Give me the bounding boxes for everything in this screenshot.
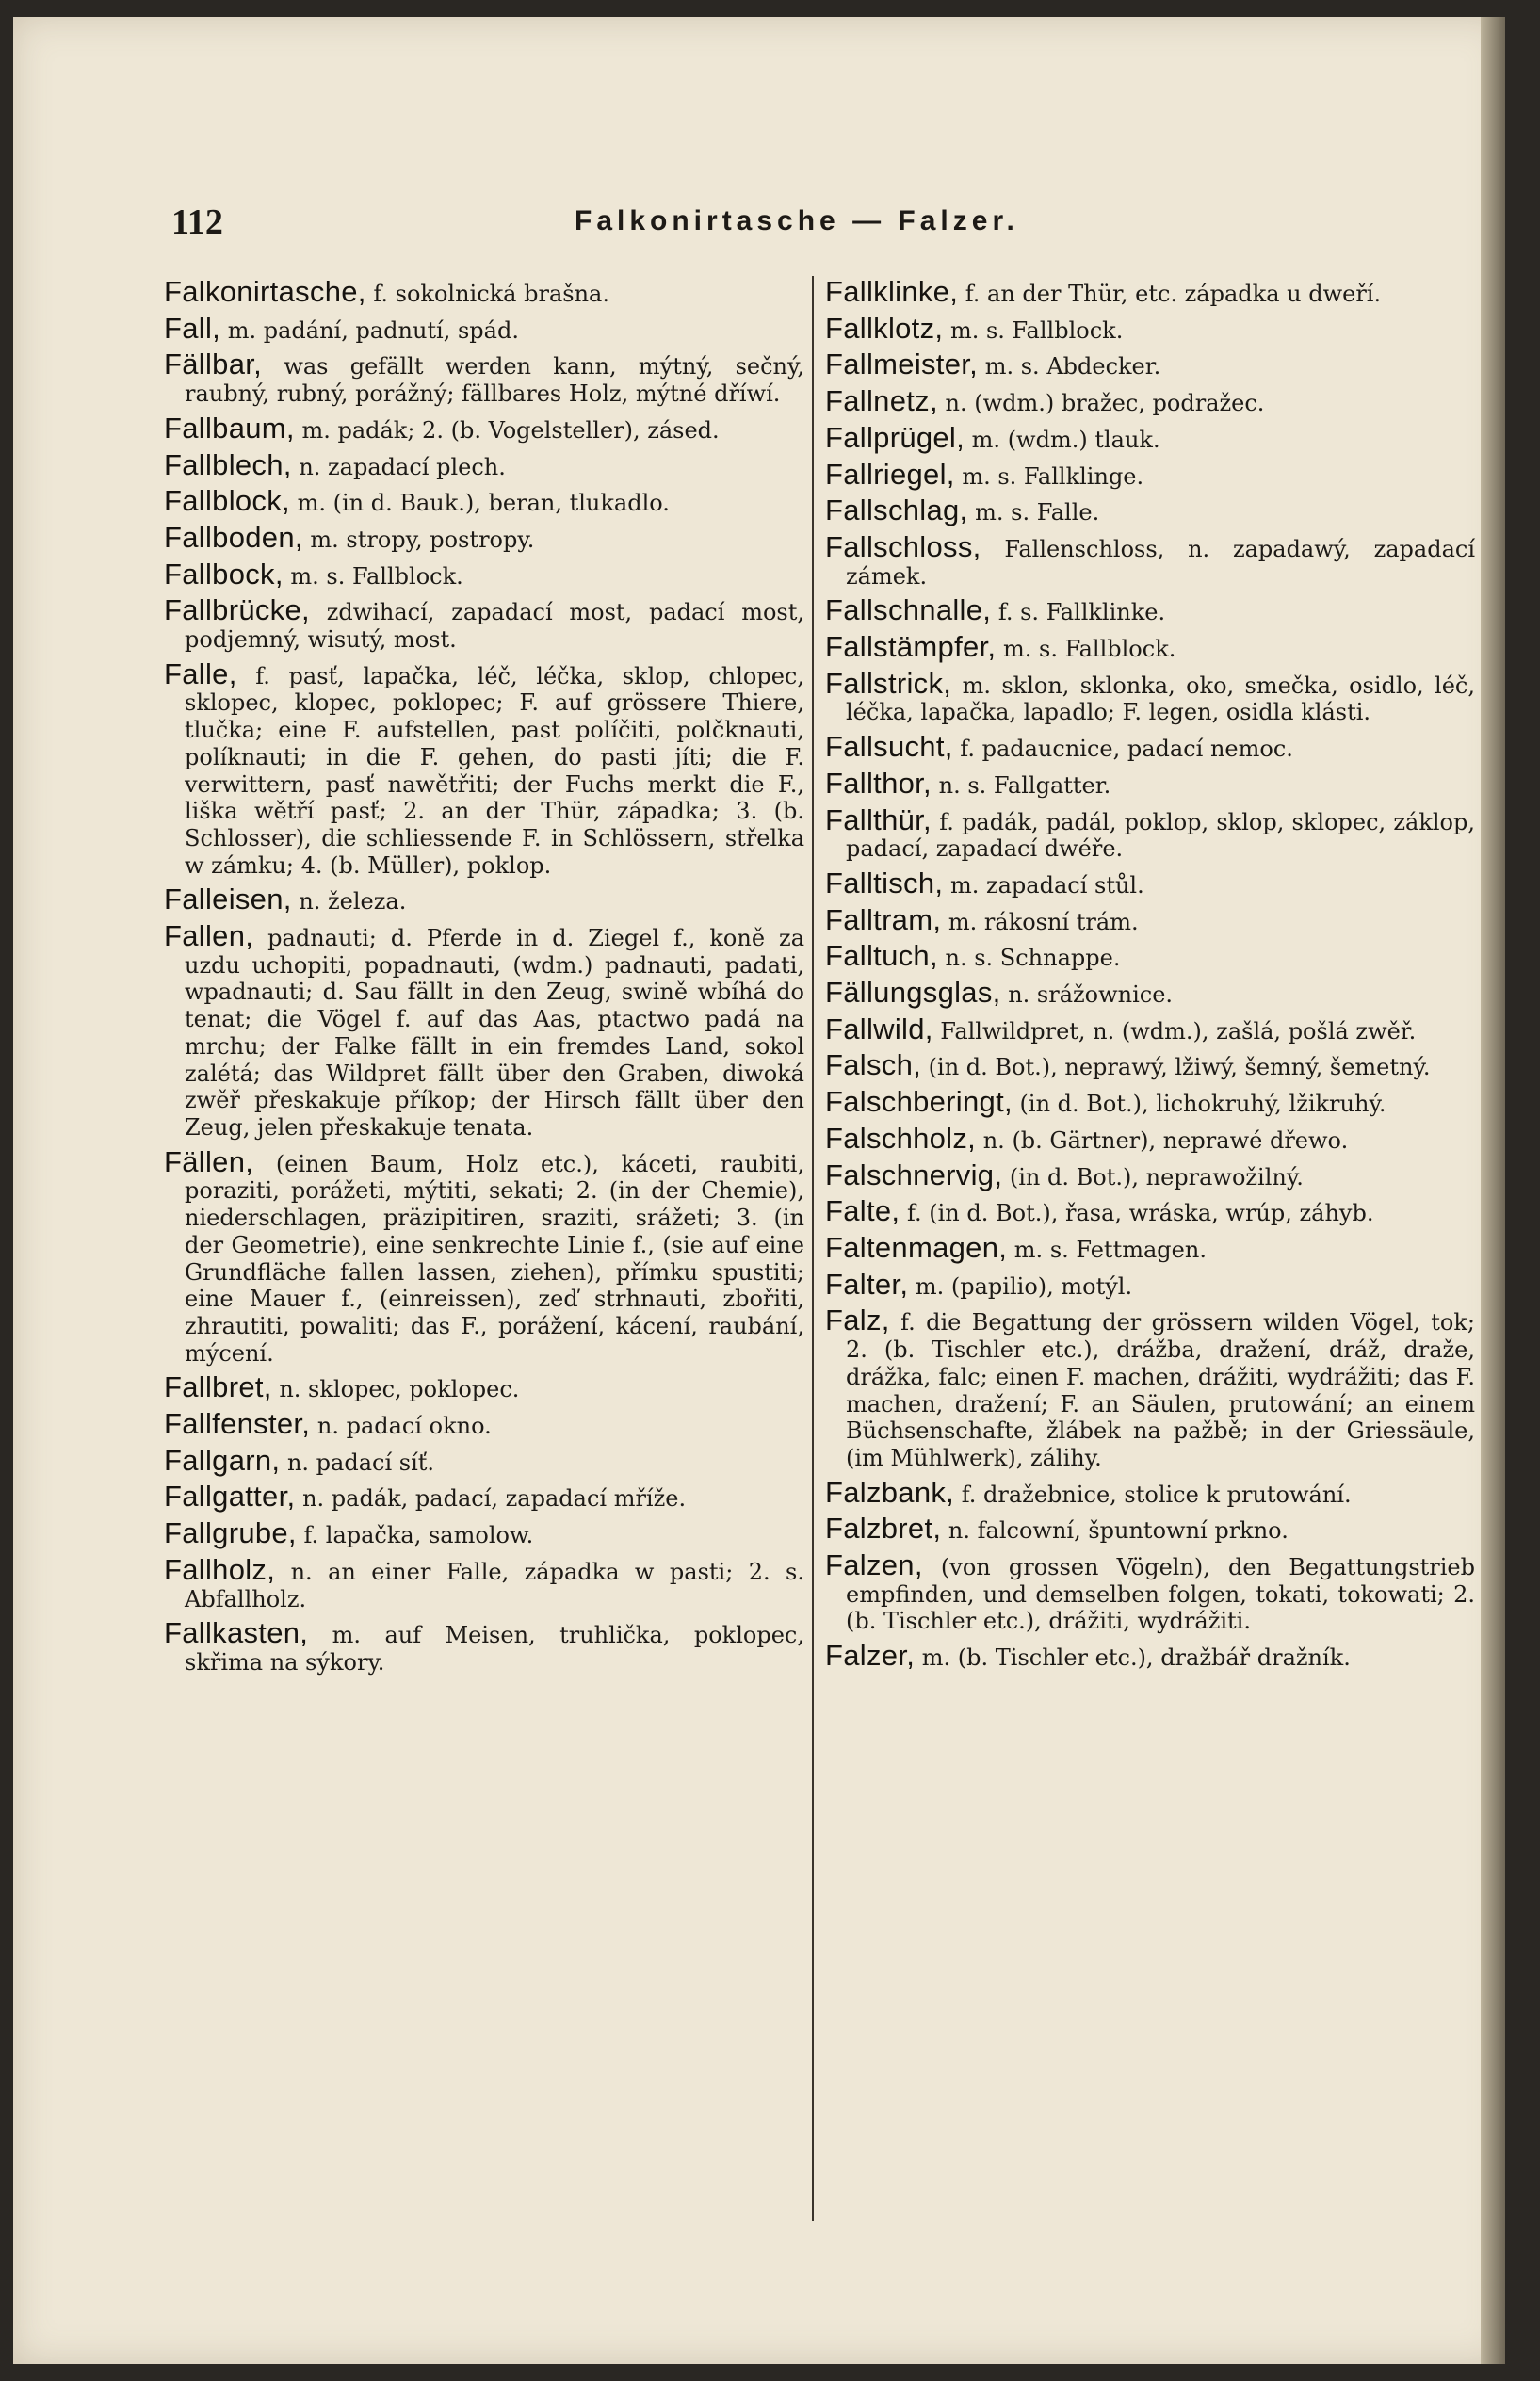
- dictionary-entry: [825, 1512, 1475, 1546]
- dictionary-entry: [164, 348, 804, 408]
- entry-definition: m. (b. Tischler etc.), dražbář dražník.: [915, 1644, 1351, 1672]
- entry-definition: n. an einer Falle, západka w pasti; 2. s. Abfallholz.: [185, 1558, 804, 1612]
- entry-definition: n. srážownice.: [1000, 981, 1174, 1009]
- entry-headword: Falltuch,: [825, 939, 938, 973]
- entry-definition: n. sklopec, poklopec.: [271, 1376, 520, 1403]
- dictionary-entry: [825, 1012, 1475, 1045]
- entry-headword: Falter,: [825, 1267, 909, 1301]
- entry-definition: m. (wdm.) tlauk.: [965, 426, 1160, 453]
- entry-headword: Falte,: [825, 1194, 900, 1228]
- entry-headword: Fällungsglas,: [825, 976, 1001, 1010]
- entry-headword: Falle,: [164, 656, 237, 690]
- entry-headword: Fallgarn,: [164, 1443, 281, 1477]
- entry-definition: m. s. Abdecker.: [978, 353, 1161, 381]
- dictionary-entry: [825, 348, 1475, 381]
- entry-definition: n. s. Fallgatter.: [931, 771, 1111, 799]
- dictionary-entry: [825, 1048, 1475, 1082]
- dictionary-entry: [164, 656, 804, 880]
- entry-headword: Fallprügel,: [825, 420, 965, 454]
- entry-headword: Fällbar,: [164, 348, 263, 381]
- dictionary-entry: [825, 730, 1475, 764]
- entry-definition: n. padák, padací, zapadací mříže.: [295, 1485, 687, 1513]
- dictionary-entry: [164, 484, 804, 518]
- entry-definition: n. padací okno.: [310, 1413, 492, 1440]
- entry-headword: Fallmeister,: [825, 348, 979, 381]
- dictionary-entry: [825, 802, 1475, 863]
- entry-definition: (von grossen Vögeln), den Begattungstrieb empfinden, und demselben folgen, tokati, tokowati; 2. (b. Tischler etc.), drážiti, wydrážiti.: [846, 1554, 1475, 1635]
- dictionary-entry: [825, 311, 1475, 345]
- dictionary-entry: [164, 1516, 804, 1550]
- entry-headword: Falltisch,: [825, 866, 944, 899]
- entry-definition: m. zapadací stůl.: [943, 871, 1144, 899]
- entry-definition: was gefällt werden kann, mýtný, sečný, raubný, rubný, porážný; fällbares Holz, mýtné dříwí.: [185, 353, 804, 408]
- entry-headword: Fallnetz,: [825, 384, 938, 418]
- entry-definition: m. padák; 2. (b. Vogelsteller), zásed.: [294, 416, 720, 444]
- dictionary-entry: [825, 529, 1475, 590]
- entry-headword: Fallen,: [164, 919, 254, 953]
- entry-headword: Fallstrick,: [825, 666, 952, 700]
- entry-definition: n. falcowní, špuntowní prkno.: [941, 1517, 1289, 1545]
- entry-headword: Fallbock,: [164, 557, 284, 591]
- dictionary-entry: [164, 1616, 804, 1676]
- entry-headword: Fallriegel,: [825, 457, 955, 491]
- entry-definition: zdwihací, zapadací most, padací most, podjemný, wisutý, most.: [185, 599, 804, 654]
- dictionary-entry: [825, 1121, 1475, 1155]
- entry-headword: Falzbret,: [825, 1512, 942, 1546]
- dictionary-entry: [164, 557, 804, 591]
- dictionary-entry: [825, 1194, 1475, 1228]
- dictionary-entry: [825, 766, 1475, 800]
- left-column: [164, 275, 804, 1684]
- dictionary-page: [13, 17, 1505, 2364]
- entry-definition: n. železa.: [291, 888, 407, 915]
- entry-headword: Fallschnalle,: [825, 593, 992, 627]
- dictionary-entry: [825, 939, 1475, 973]
- entry-definition: m. padání, padnutí, spád.: [220, 316, 519, 344]
- entry-headword: Fallklotz,: [825, 311, 944, 345]
- dictionary-entry: [825, 275, 1475, 308]
- dictionary-entry: [825, 457, 1475, 491]
- running-head: Falkonirtasche — Falzer.: [575, 205, 1019, 236]
- dictionary-entry: [825, 666, 1475, 726]
- entry-headword: Falsch,: [825, 1048, 922, 1082]
- entry-definition: f. padaucnice, padací nemoc.: [952, 736, 1293, 763]
- entry-definition: f. sokolnická brašna.: [365, 281, 609, 307]
- entry-headword: Fallthür,: [825, 802, 932, 836]
- entry-definition: m. stropy, postropy.: [302, 526, 535, 553]
- dictionary-entry: [164, 1480, 804, 1514]
- entry-headword: Fällen,: [164, 1144, 254, 1178]
- entry-headword: Fallholz,: [164, 1552, 276, 1586]
- entry-headword: Falzen,: [825, 1548, 923, 1582]
- dictionary-entry: [825, 1475, 1475, 1509]
- entry-headword: Fallbaum,: [164, 411, 295, 445]
- entry-headword: Falschberingt,: [825, 1085, 1013, 1119]
- entry-definition: m. s. Falle.: [967, 499, 1100, 526]
- dictionary-entry: [164, 447, 804, 481]
- entry-headword: Fallkasten,: [164, 1616, 309, 1650]
- entry-headword: Fallblech,: [164, 447, 292, 481]
- dictionary-entry: [164, 1144, 804, 1368]
- entry-definition: m. s. Fallblock.: [996, 636, 1176, 663]
- entry-headword: Fallklinke,: [825, 275, 959, 308]
- entry-definition: f. pasť, lapačka, léč, léčka, sklop, chlopec, sklopec, klopec, poklopec; F. auf grössere Thiere, tlučka; eine F. aufstellen, past políčiti, polčknauti, políknauti; in die F. gehen, do pasti jíti; die F. verwittern, pasť nawětřiti; der Fuchs merkt die F., liška wětří pasť; 2. an der Thür, západka; 3. (b. Schlosser), die schliessende F. in Schlössern, střelka w zámku; 4. (b. Müller), poklop.: [185, 662, 804, 879]
- dictionary-entry: [825, 1085, 1475, 1119]
- dictionary-entry: [825, 866, 1475, 899]
- dictionary-entry: [825, 494, 1475, 527]
- entry-headword: Fallwild,: [825, 1012, 933, 1045]
- entry-headword: Fallfenster,: [164, 1407, 311, 1441]
- entry-headword: Fallboden,: [164, 520, 303, 554]
- entry-definition: n. padací síť.: [280, 1449, 435, 1476]
- entry-definition: n. (b. Gärtner), neprawé dřewo.: [976, 1126, 1349, 1154]
- entry-headword: Fallgatter,: [164, 1480, 296, 1514]
- dictionary-entry: [825, 1548, 1475, 1635]
- entry-headword: Fallthor,: [825, 766, 932, 800]
- dictionary-entry: [825, 593, 1475, 627]
- dictionary-entry: [164, 1407, 804, 1441]
- entry-definition: Fallwildpret, n. (wdm.), zašlá, pošlá zwěř.: [932, 1017, 1417, 1045]
- entry-headword: Faltenmagen,: [825, 1230, 1008, 1264]
- column-divider: [812, 276, 814, 2221]
- right-column: [825, 275, 1475, 1679]
- entry-definition: m. s. Fettmagen.: [1007, 1236, 1207, 1263]
- entry-definition: m. s. Fallblock.: [943, 316, 1124, 344]
- entry-headword: Fallstämpfer,: [825, 630, 997, 664]
- entry-definition: f. (in d. Bot.), řasa, wráska, wrúp, záhyb.: [900, 1200, 1374, 1227]
- entry-definition: Fallenschloss, n. zapadawý, zapadací zámek.: [846, 535, 1475, 590]
- page-number: 112: [171, 202, 223, 242]
- entry-definition: padnauti; d. Pferde in d. Ziegel f., koně za uzdu uchopiti, popadnauti, (wdm.) padnauti, padati, wpadnauti; d. Sau fällt in den Zeug, swině wbíhá do tenat; die Vögel f. auf das Aas, ptactwo padá na mrchu; der Falke fällt in ein fremdes Land, sokol zalétá; das Wildpret fällt über den Graben, diwoká zwěř přeskakuje příkop; der Hirsch fällt über den Zeug, jelen přeskakuje tenata.: [185, 925, 804, 1141]
- dictionary-entry: [164, 411, 804, 445]
- entry-headword: Fall,: [164, 311, 221, 345]
- page-header: [13, 202, 1505, 242]
- entry-headword: Falkonirtasche,: [164, 275, 366, 308]
- entry-definition: n. zapadací plech.: [291, 453, 506, 480]
- entry-headword: Falzer,: [825, 1639, 916, 1673]
- entry-definition: f. die Begattung der grössern wilden Vögel, tok; 2. (b. Tischler etc.), drážba, dražení, dráž, draže, drážka, falc; einen F. machen, drážiti, wydrážiti; das F. machen, dražení; F. an Säulen, prutowání; an einem Büchsenschafte, žlábek na pažbě; in der Griessäule, (im Mühlwerk), zálihy.: [846, 1309, 1475, 1471]
- dictionary-entry: [164, 1370, 804, 1404]
- dictionary-entry: [164, 520, 804, 554]
- dictionary-entry: [825, 1304, 1475, 1471]
- entry-definition: m. auf Meisen, truhlička, poklopec, skřima na sýkory.: [185, 1622, 804, 1676]
- dictionary-entry: [825, 976, 1475, 1010]
- entry-headword: Falschnervig,: [825, 1158, 1003, 1191]
- dictionary-entry: [164, 311, 804, 345]
- entry-headword: Falzbank,: [825, 1475, 955, 1509]
- entry-definition: (in d. Bot.), neprawožilný.: [1002, 1163, 1304, 1190]
- entry-headword: Falz,: [825, 1304, 890, 1337]
- dictionary-entry: [164, 275, 804, 308]
- entry-definition: f. lapačka, samolow.: [296, 1522, 534, 1549]
- dictionary-entry: [164, 1443, 804, 1477]
- dictionary-entry: [825, 630, 1475, 664]
- entry-definition: n. (wdm.) bražec, podražec.: [937, 390, 1265, 417]
- dictionary-entry: [825, 902, 1475, 936]
- dictionary-entry: [164, 593, 804, 654]
- entry-definition: (einen Baum, Holz etc.), káceti, raubiti, poraziti, porážeti, mýtiti, sekati; 2. (in der Chemie), niederschlagen, präzipitiren, sraziti, srážeti; 3. (in der Geometrie), eine senkrechte Linie f., (sie auf eine Grundfläche fallen lassen, ziehen), přímku spustiti; eine Mauer f., (einreissen), zeď strhnauti, zbořiti, zhrautiti, powaliti; das F., porážení, kácení, raubání, mýcení.: [185, 1150, 804, 1367]
- entry-headword: Fallbret,: [164, 1370, 272, 1404]
- entry-headword: Fallbrücke,: [164, 593, 310, 627]
- dictionary-entry: [825, 384, 1475, 418]
- entry-headword: Falltram,: [825, 902, 942, 936]
- entry-definition: m. s. Fallklinge.: [954, 462, 1144, 490]
- entry-definition: n. s. Schnappe.: [937, 945, 1121, 972]
- entry-definition: f. dražebnice, stolice k prutowání.: [954, 1481, 1352, 1508]
- dictionary-entry: [825, 1639, 1475, 1673]
- entry-definition: f. s. Fallklinke.: [991, 599, 1166, 626]
- entry-definition: m. sklon, sklonka, oko, smečka, osidlo, léč, léčka, lapačka, lapadlo; F. legen, osidla klásti.: [846, 672, 1475, 726]
- entry-headword: Falschholz,: [825, 1121, 977, 1155]
- dictionary-entry: [164, 883, 804, 916]
- entry-definition: m. rákosní trám.: [941, 908, 1139, 935]
- dictionary-entry: [164, 1552, 804, 1612]
- entry-definition: (in d. Bot.), lichokruhý, lžikruhý.: [1012, 1091, 1386, 1118]
- entry-definition: m. (in d. Bauk.), beran, tlukadlo.: [289, 490, 670, 517]
- dictionary-entry: [825, 1267, 1475, 1301]
- entry-headword: Fallschloss,: [825, 529, 981, 563]
- entry-definition: m. (papilio), motýl.: [908, 1272, 1133, 1300]
- entry-definition: m. s. Fallblock.: [283, 562, 463, 590]
- entry-definition: f. padák, padál, poklop, sklop, sklopec, záklop, padací, zapadací dwéře.: [846, 808, 1475, 863]
- entry-headword: Fallsucht,: [825, 730, 953, 764]
- dictionary-entry: [825, 1158, 1475, 1191]
- entry-headword: Fallschlag,: [825, 494, 968, 527]
- entry-definition: f. an der Thür, etc. západka u dweří.: [958, 281, 1382, 307]
- dictionary-entry: [825, 420, 1475, 454]
- dictionary-entry: [825, 1230, 1475, 1264]
- entry-headword: Fallblock,: [164, 484, 290, 518]
- dictionary-entry: [164, 919, 804, 1142]
- entry-definition: (in d. Bot.), neprawý, lžiwý, šemný, šemetný.: [921, 1054, 1431, 1081]
- entry-headword: Falleisen,: [164, 883, 292, 916]
- entry-headword: Fallgrube,: [164, 1516, 297, 1550]
- book-spine-edge: [1481, 17, 1505, 2364]
